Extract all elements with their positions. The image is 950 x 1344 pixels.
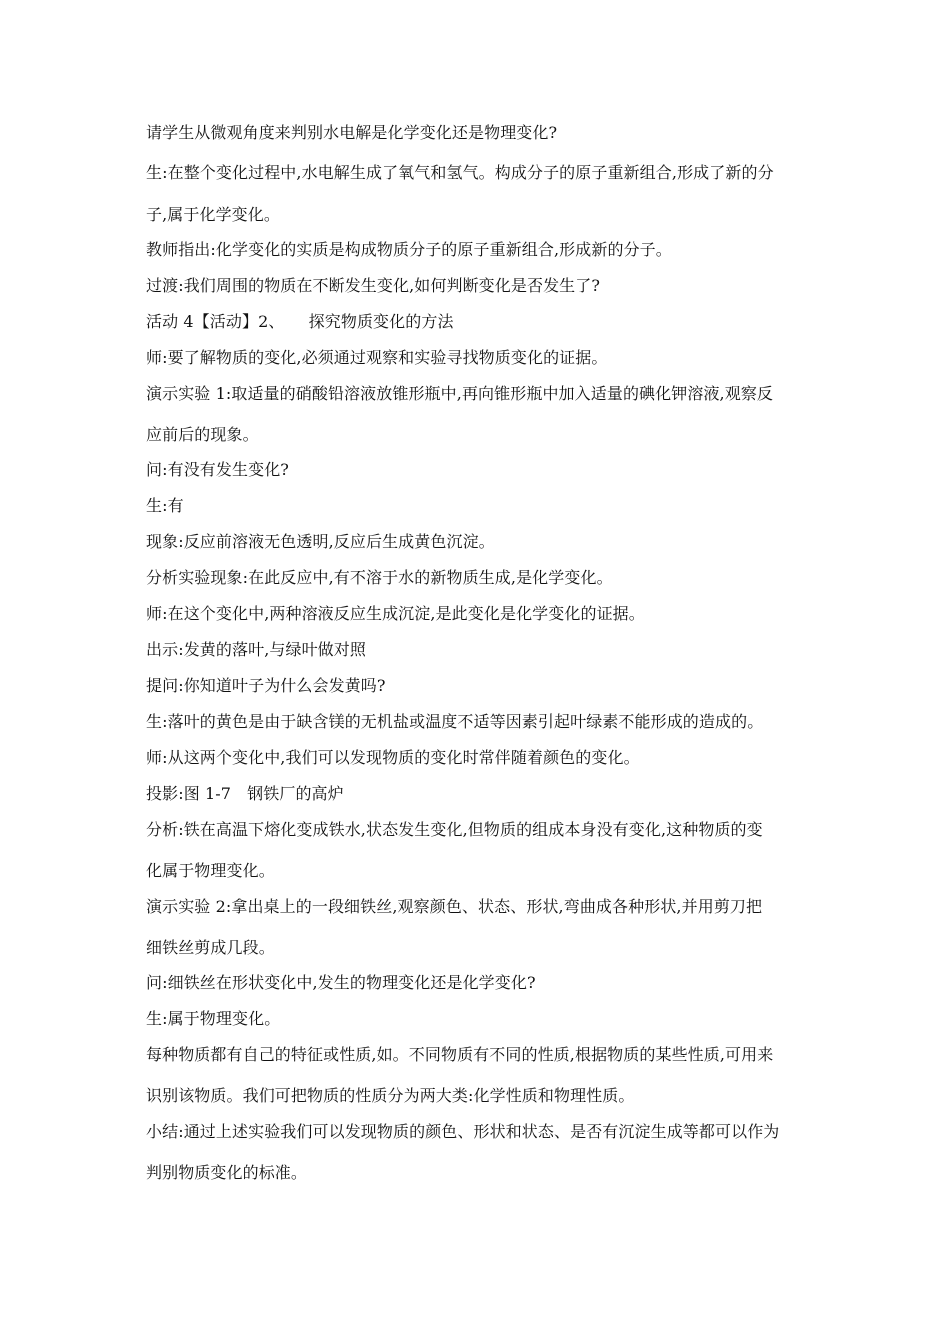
text-line: 师:要了解物质的变化,必须通过观察和实验寻找物质变化的证据。 [146,348,608,367]
text-line: 师:从这两个变化中,我们可以发现物质的变化时常伴随着颜色的变化。 [146,748,640,767]
text-line: 每种物质都有自己的特征或性质,如。不同物质有不同的性质,根据物质的某些性质,可用来 [146,1045,774,1064]
text-line: 分析:铁在高温下熔化变成铁水,状态发生变化,但物质的组成本身没有变化,这种物质的变 [146,820,763,839]
text-line: 教师指出:化学变化的实质是构成物质分子的原子重新组合,形成新的分子。 [146,240,672,259]
text-line: 现象:反应前溶液无色透明,反应后生成黄色沉淀。 [146,532,495,551]
text-line: 生:属于物理变化。 [146,1009,281,1028]
text-line: 生:在整个变化过程中,水电解生成了氧气和氢气。构成分子的原子重新组合,形成了新的分 [146,163,774,182]
text-line: 化属于物理变化。 [146,861,275,880]
text-line: 出示:发黄的落叶,与绿叶做对照 [146,640,366,659]
text-line: 演示实验 2:拿出桌上的一段细铁丝,观察颜色、状态、形状,弯曲成各种形状,并用剪刀把 [146,897,763,916]
text-line: 活动 4【活动】2、 探究物质变化的方法 [146,312,454,331]
text-line: 问:细铁丝在形状变化中,发生的物理变化还是化学变化? [146,973,536,992]
text-line: 师:在这个变化中,两种溶液反应生成沉淀,是此变化是化学变化的证据。 [146,604,645,623]
text-line: 过渡:我们周围的物质在不断发生变化,如何判断变化是否发生了? [146,276,601,295]
text-line: 分析实验现象:在此反应中,有不溶于水的新物质生成,是化学变化。 [146,568,613,587]
text-line: 生:落叶的黄色是由于缺含镁的无机盐或温度不适等因素引起叶绿素不能形成的造成的。 [146,712,764,731]
text-line: 提问:你知道叶子为什么会发黄吗? [146,676,386,695]
text-line: 子,属于化学变化。 [146,205,280,224]
text-line: 生:有 [146,496,184,515]
text-line: 应前后的现象。 [146,425,259,444]
text-line: 请学生从微观角度来判别水电解是化学变化还是物理变化? [146,123,558,142]
text-line: 投影:图 1-7 钢铁厂的高炉 [146,784,344,803]
text-line: 识别该物质。我们可把物质的性质分为两大类:化学性质和物理性质。 [146,1086,635,1105]
text-line: 判别物质变化的标准。 [146,1163,308,1182]
text-line: 小结:通过上述实验我们可以发现物质的颜色、形状和状态、是否有沉淀生成等都可以作为 [146,1122,780,1141]
text-line: 细铁丝剪成几段。 [146,938,275,957]
text-line: 演示实验 1:取适量的硝酸铅溶液放锥形瓶中,再向锥形瓶中加入适量的碘化钾溶液,观察反 [146,384,774,403]
text-line: 问:有没有发生变化? [146,460,289,479]
